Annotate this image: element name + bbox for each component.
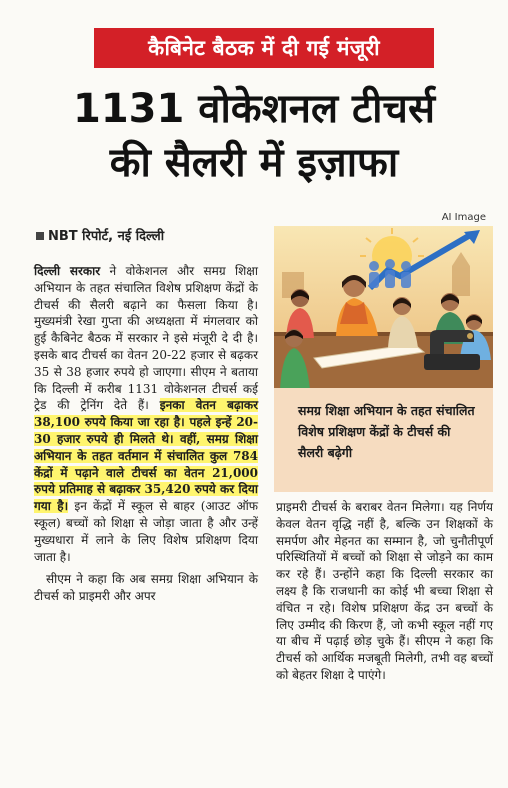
- article-column-left: [34, 263, 258, 605]
- ai-image-label: AI Image: [441, 212, 486, 223]
- caption-text: समग्र शिक्षा अभियान के तहत संचालित विशेष प्रशिक्षण केंद्रों के टीचर्स की सैलरी बढ़ेगी: [298, 403, 475, 460]
- article-body-tail: इन केंद्रों में स्कूल से बाहर (आउट ऑफ स्कूल) बच्चों को शिक्षा से जोड़ा जाता है और उन्हें मुख्यधारा में लाने के लिए विशेष प्रशिक्षण दिया जाता है।: [34, 499, 258, 564]
- article-column-right: [276, 499, 493, 684]
- article-body: ने वोकेशनल और समग्र शिक्षा अभियान के तहत संचालित विशेष प्रशिक्षण केंद्रों के टीचर्स की सैलरी बढ़ाने का फैसला किया है। मुख्यमंत्री रेखा गुप्ता की अध्यक्षता में मंगलवार को हुई कैबिनेट बैठक में सरकार ने इसे मंजूरी दे दी है। इसके बाद टीचर्स का वेतन 20-22 हजार से बढ़कर 35 से 38 हजार रुपये हो जाएगा। सीएम ने बताया कि दिल्ली में करीब 1131 वोकेशनल टीचर्स कई ट्रेड की ट्रेनिंग देते हैं।: [34, 264, 258, 413]
- byline: [36, 226, 164, 244]
- headline-line-2: की सैलरी में इज़ाफा: [109, 140, 399, 186]
- kicker-banner: कैबिनेट बैठक में दी गई मंजूरी: [94, 28, 434, 68]
- headline-line-1: 1131 वोकेशनल टीचर्स: [73, 86, 435, 132]
- caption-box: [274, 388, 493, 492]
- article-lead: दिल्ली सरकार: [34, 264, 101, 278]
- bullet-square-icon: [36, 232, 44, 240]
- article-paragraph-1: [34, 263, 258, 565]
- article-paragraph-2: सीएम ने कहा कि अब समग्र शिक्षा अभियान के टीचर्स को प्राइमरी और अपर: [34, 572, 258, 604]
- highlighted-text: इनका वेतन बढ़ाकर 38,100 रुपये किया जा रहा है। पहले इन्हें 20-30 हजार रुपये ही मिलते थे। वहीं, समग्र शिक्षा अभियान के तहत वर्तमान में संचालित कुल 784 केंद्रों में पढ़ाने वाले टीचर्स का वेतन 21,000 रुपये प्रतिमाह से बढ़ाकर 35,420 रुपये कर दिया गया है।: [34, 398, 258, 514]
- ai-illustration: [274, 226, 493, 390]
- headline: [0, 82, 508, 190]
- article-paragraph-3: प्राइमरी टीचर्स के बराबर वेतन मिलेगा। यह निर्णय केवल वेतन वृद्धि नहीं है, बल्कि उन शिक्षकों के समर्पण और मेहनत का सम्मान है, जो चुनौतीपूर्ण परिस्थितियों में बच्चों को शिक्षा से जोड़ने का काम कर रहे हैं। उन्होंने कहा कि दिल्ली सरकार का लक्ष्य है कि राजधानी का कोई भी बच्चा शिक्षा से वंचित न रहे। विशेष प्रशिक्षण केंद्र उन बच्चों के लिए उम्मीद की किरण हैं, जो कभी स्कूल नहीं गए या बीच में पढ़ाई छोड़ चुके हैं। सीएम ने कहा कि टीचर्स को आर्थिक मजबूती मिलेगी, तभी वह बच्चों को बेहतर शिक्षा दे पाएंगे।: [276, 500, 493, 682]
- byline-text: NBT रिपोर्ट, नई दिल्ली: [48, 229, 165, 244]
